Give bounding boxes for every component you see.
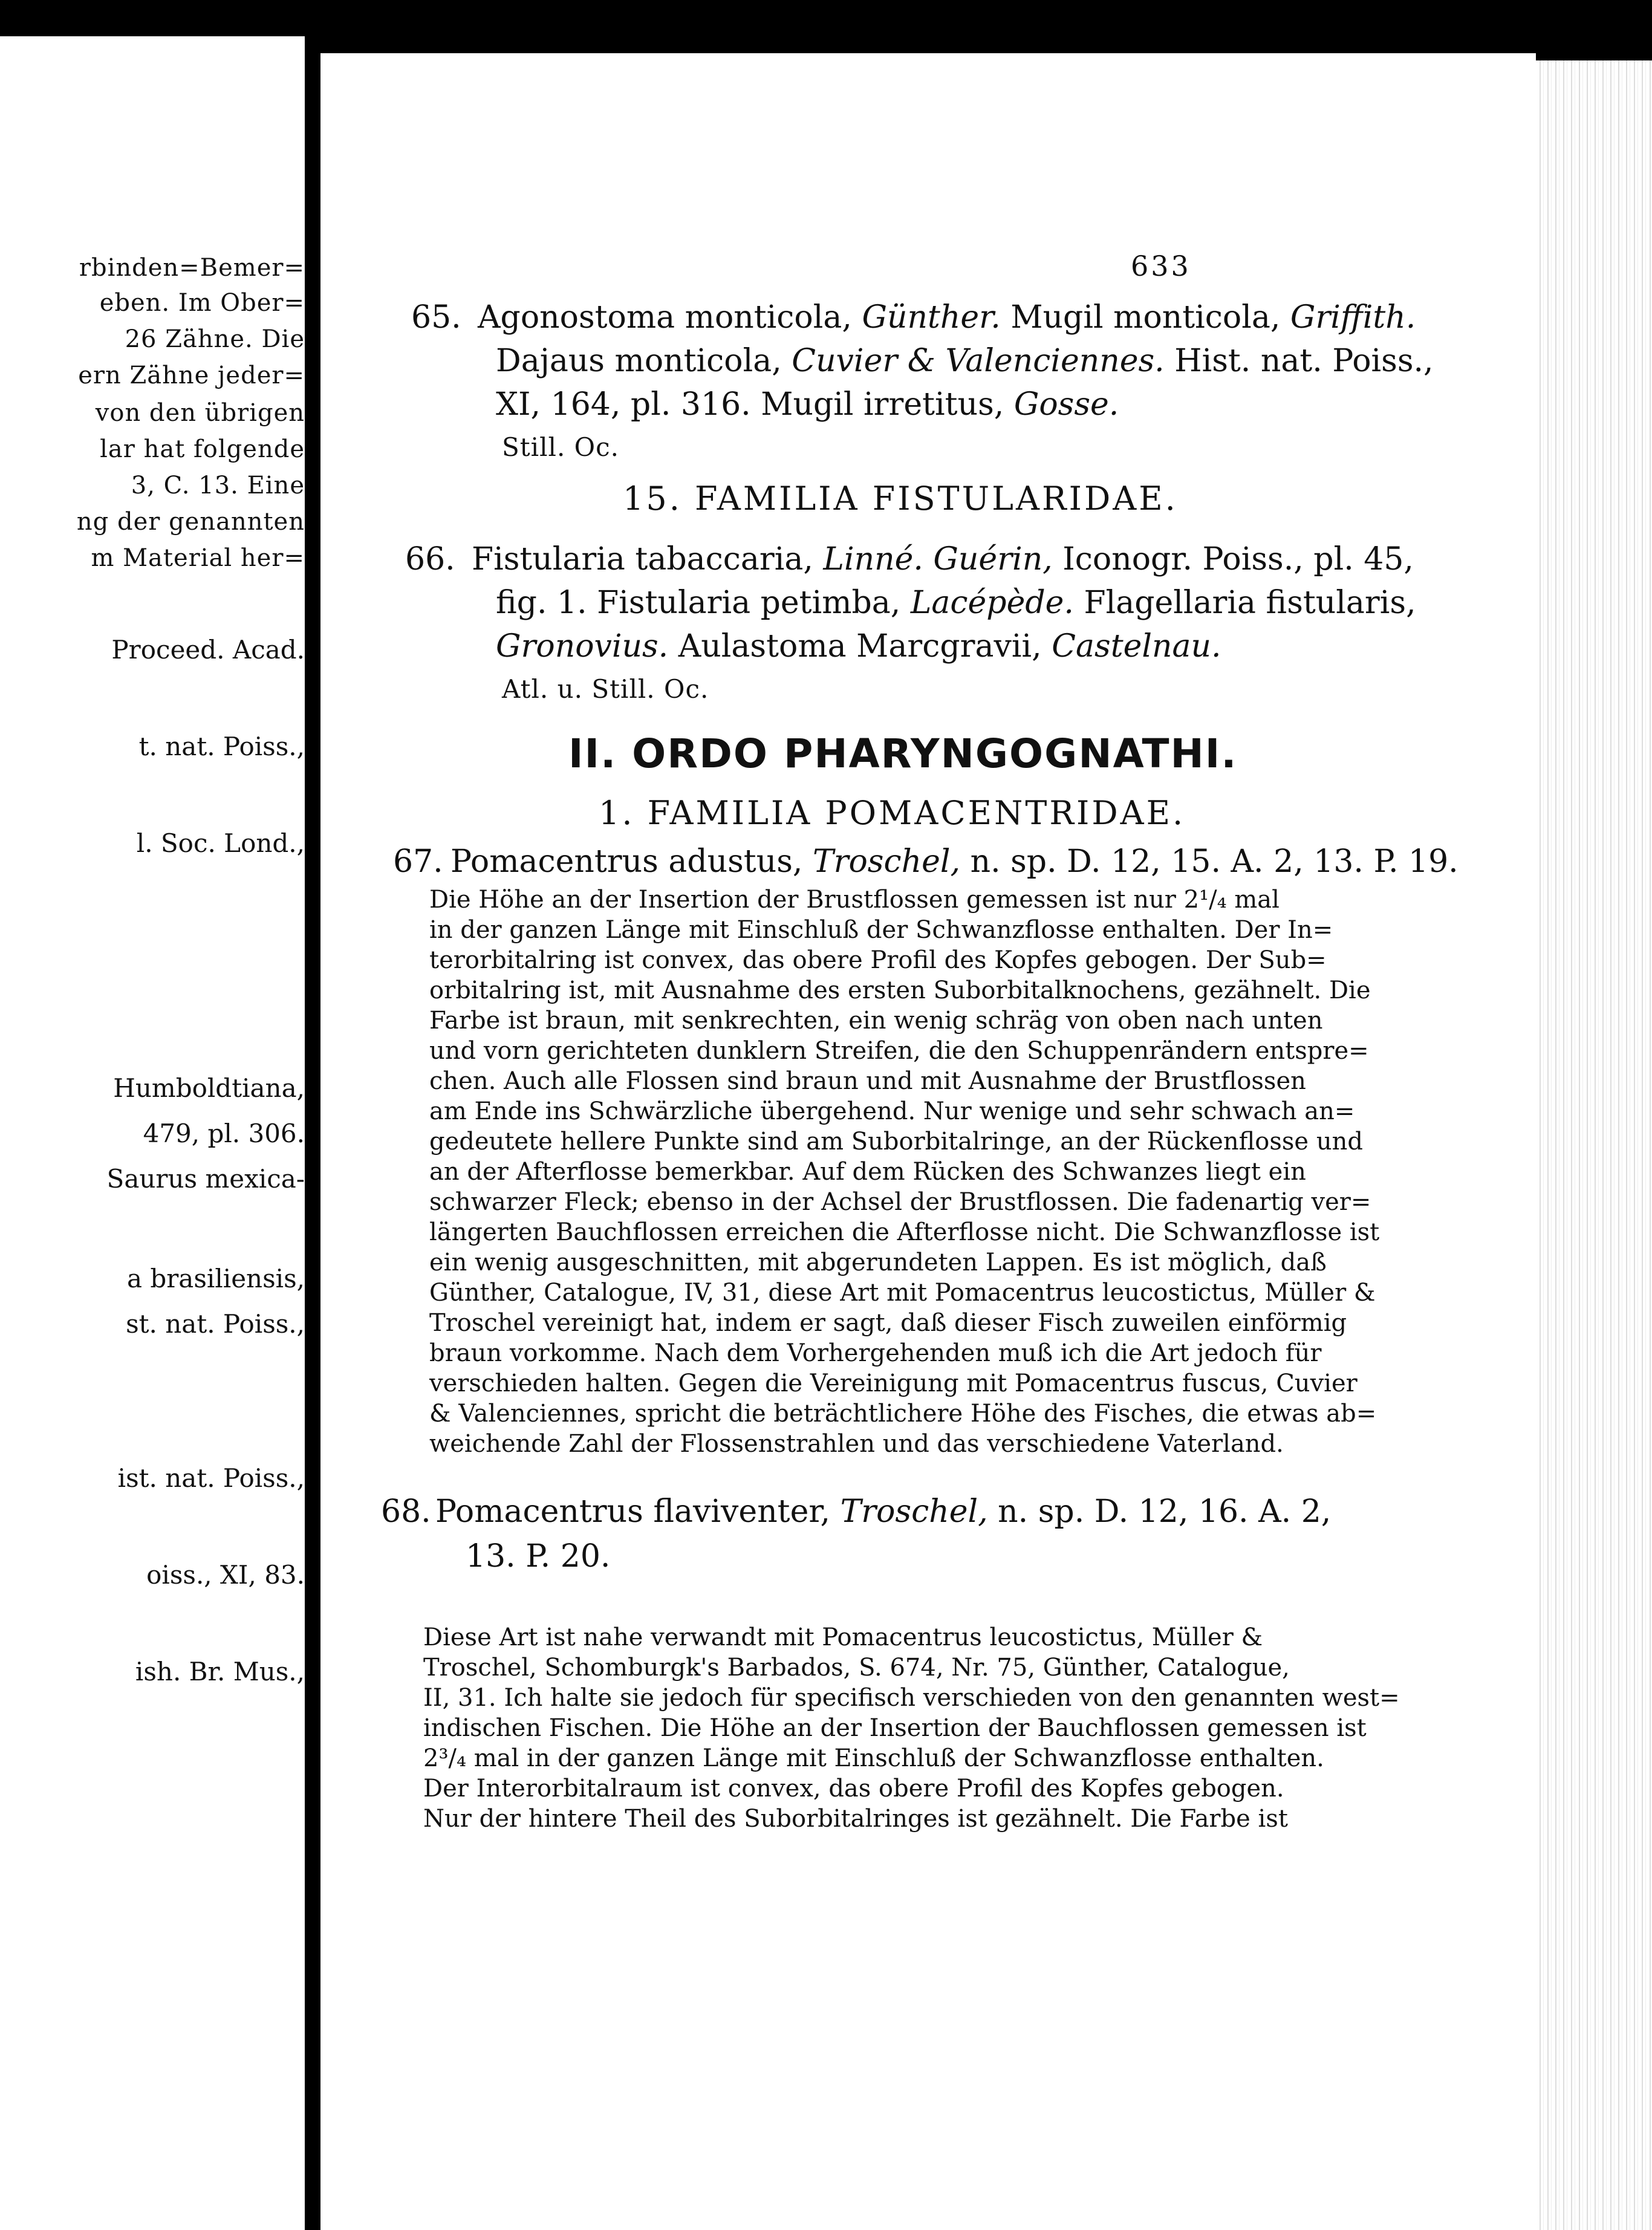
entry-number: 68.	[381, 1494, 431, 1530]
paragraph-line: Der Interorbitalraum ist convex, das obere Profil des Kopfes gebogen.	[423, 1775, 1284, 1803]
paragraph-line: gedeutete hellere Punkte sind am Suborbitalringe, an der Rückenflosse und	[429, 1128, 1363, 1156]
paragraph-line: in der ganzen Länge mit Einschluß der Schwanzflosse enthalten. Der In=	[429, 916, 1333, 944]
paragraph-line: Troschel vereinigt hat, indem er sagt, daß dieser Fisch zuweilen einförmig	[429, 1309, 1347, 1337]
left-page-line: oiss., XI, 83.	[146, 1560, 305, 1590]
description-paragraph-67	[429, 885, 1518, 1459]
left-page	[0, 36, 305, 2230]
paragraph-line: Diese Art ist nahe verwandt mit Pomacentrus leucostictus, Müller &	[423, 1624, 1263, 1651]
left-page-line: ng der genannten	[76, 508, 305, 536]
entry-number: 65.	[411, 299, 461, 336]
left-page-line: l. Soc. Lond.,	[136, 828, 305, 858]
paragraph-line: an der Afterflosse bemerkbar. Auf dem Rücken des Schwanzes liegt ein	[429, 1158, 1306, 1186]
paragraph-line: indischen Fischen. Die Höhe an der Insertion der Bauchflossen gemessen ist	[423, 1714, 1367, 1742]
left-page-line: rbinden=Bemer=	[79, 254, 305, 282]
entry-line: Dajaus monticola, Cuvier & Valenciennes. Hist. nat. Poiss.,	[496, 343, 1434, 379]
paragraph-line: Nur der hintere Theil des Suborbitalringes ist gezähnelt. Die Farbe ist	[423, 1805, 1288, 1833]
left-page-line: ern Zähne jeder=	[78, 362, 305, 389]
left-page-line: Proceed. Acad.	[111, 635, 305, 665]
entry-line: 13. P. 20.	[466, 1538, 611, 1575]
distribution-note: Atl. u. Still. Oc.	[502, 674, 709, 704]
paragraph-line: braun vorkomme. Nach dem Vorhergehenden muß ich die Art jedoch für	[429, 1339, 1322, 1367]
description-paragraph-68	[423, 1622, 1518, 1834]
left-page-line: st. nat. Poiss.,	[126, 1309, 305, 1339]
page-number: 633	[1131, 250, 1191, 282]
family-heading-pomacentridae: 1. FAMILIA POMACENTRIDAE.	[599, 794, 1186, 832]
left-page-line: von den übrigen	[95, 399, 305, 427]
paragraph-line: orbitalring ist, mit Ausnahme des ersten Suborbitalknochens, gezähnelt. Die	[429, 977, 1371, 1004]
entry-line: Agonostoma monticola, Günther. Mugil monticola, Griffith.	[478, 299, 1416, 336]
book-spine	[305, 36, 320, 2230]
ordo-heading: II. ORDO PHARYNGOGNATHI.	[568, 730, 1238, 777]
paragraph-line: 2³/₄ mal in der ganzen Länge mit Einschluß der Schwanzflosse enthalten.	[423, 1744, 1324, 1772]
entry-number: 66.	[405, 541, 455, 577]
paragraph-line: Die Höhe an der Insertion der Brustflossen gemessen ist nur 2¹/₄ mal	[429, 886, 1280, 914]
paragraph-line: Troschel, Schomburgk's Barbados, S. 674, Nr. 75, Günther, Catalogue,	[423, 1654, 1290, 1682]
paragraph-line: weichende Zahl der Flossenstrahlen und das verschiedene Vaterland.	[429, 1430, 1284, 1458]
left-page-line: Humboldtiana,	[113, 1073, 305, 1103]
paragraph-line: verschieden halten. Gegen die Vereinigung mit Pomacentrus fuscus, Cuvier	[429, 1370, 1358, 1397]
paragraph-line: chen. Auch alle Flossen sind braun und mit Ausnahme der Brustflossen	[429, 1067, 1306, 1095]
entry-line: Gronovius. Aulastoma Marcgravii, Castelnau.	[496, 628, 1221, 665]
page-edges	[1536, 60, 1652, 2230]
entry-line: Pomacentrus adustus, Troschel, n. sp. D. 12, 15. A. 2, 13. P. 19.	[450, 844, 1459, 880]
left-page-line: m Material her=	[91, 544, 305, 572]
paragraph-line: Farbe ist braun, mit senkrechten, ein wenig schräg von oben nach unten	[429, 1007, 1323, 1035]
paragraph-line: am Ende ins Schwärzliche übergehend. Nur wenige und sehr schwach an=	[429, 1097, 1355, 1125]
entry-number: 67.	[393, 844, 443, 880]
paragraph-line: terorbitalring ist convex, das obere Profil des Kopfes gebogen. Der Sub=	[429, 946, 1327, 974]
family-heading-fistularidae: 15. FAMILIA FISTULARIDAE.	[623, 479, 1178, 518]
paragraph-line: II, 31. Ich halte sie jedoch für specifisch verschieden von den genannten west=	[423, 1684, 1400, 1712]
distribution-note: Still. Oc.	[502, 432, 619, 462]
entry-line: Pomacentrus flaviventer, Troschel, n. sp. D. 12, 16. A. 2,	[435, 1494, 1332, 1530]
left-page-line: 3, C. 13. Eine	[131, 472, 305, 499]
right-page	[320, 53, 1536, 2230]
paragraph-line: und vorn gerichteten dunklern Streifen, die den Schuppenrändern entspre=	[429, 1037, 1369, 1065]
left-page-line: t. nat. Poiss.,	[138, 732, 305, 761]
left-page-line: Saurus mexica-	[106, 1164, 305, 1194]
left-page-line: 479, pl. 306.	[143, 1119, 305, 1148]
entry-line: fig. 1. Fistularia petimba, Lacépède. Flagellaria fistularis,	[496, 585, 1416, 621]
entry-line: Fistularia tabaccaria, Linné. Guérin, Iconogr. Poiss., pl. 45,	[472, 541, 1414, 577]
left-page-line: ish. Br. Mus.,	[135, 1657, 305, 1686]
left-page-line: a brasiliensis,	[126, 1264, 305, 1293]
paragraph-line: & Valenciennes, spricht die beträchtlichere Höhe des Fisches, die etwas ab=	[429, 1400, 1377, 1428]
left-page-line: eben. Im Ober=	[99, 289, 305, 317]
paragraph-line: Günther, Catalogue, IV, 31, diese Art mit Pomacentrus leucostictus, Müller &	[429, 1279, 1376, 1307]
paragraph-line: ein wenig ausgeschnitten, mit abgerundeten Lappen. Es ist möglich, daß	[429, 1249, 1327, 1276]
paragraph-line: längerten Bauchflossen erreichen die Afterflosse nicht. Die Schwanzflosse ist	[429, 1218, 1380, 1246]
entry-line: XI, 164, pl. 316. Mugil irretitus, Gosse.	[496, 386, 1119, 423]
left-page-line: lar hat folgende	[100, 435, 305, 463]
paragraph-line: schwarzer Fleck; ebenso in der Achsel der Brustflossen. Die fadenartig ver=	[429, 1188, 1371, 1216]
left-page-line: ist. nat. Poiss.,	[117, 1463, 305, 1493]
left-page-line: 26 Zähne. Die	[125, 325, 305, 353]
